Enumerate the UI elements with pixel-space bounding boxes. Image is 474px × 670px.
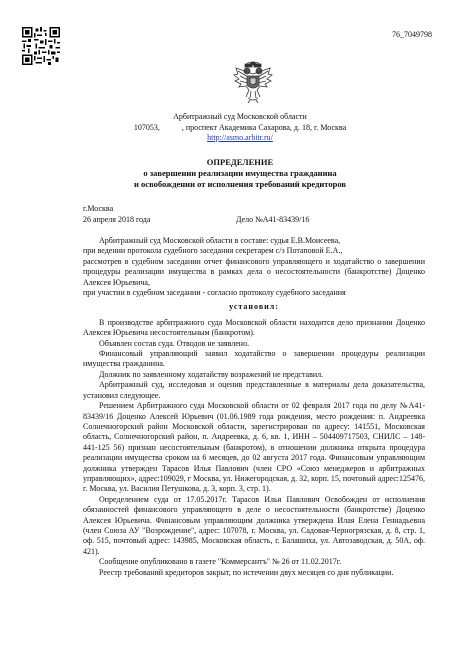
court-header	[110, 112, 370, 144]
date: 26 апреля 2018 года	[83, 214, 151, 224]
intro-line: Арбитражный суд Московской области в составе: судья Е.В.Моисеева,	[99, 236, 341, 245]
intro-line: при участии в судебном заседании - согласно протоколу судебного заседания	[83, 288, 346, 298]
paragraph: Реестр требований кредиторов закрыт, по истечении двух месяцев со дня публикации.	[99, 567, 394, 577]
document-id: 76_7049798	[392, 30, 432, 39]
case-number: Дело №А41-83439/16	[236, 214, 310, 224]
title-line-2: о завершении реализации имущества гражданина	[143, 168, 337, 178]
document-body	[83, 236, 425, 578]
paragraph: Решением Арбитражного суда Московской области от 02 февраля 2017 года по делу №А41-83439/16 Доценко Алексей Юрьевич (01.06.1989 года рождения, место рождения: п. Андреевка Солнечногорский район Московской области, зарегистрирован по адресу: 141551, Московская область, Солнечногорский район, п. Андреевка, д. 6, кв. 1, ИНН – 504409717503, СНИЛС – 148-441-125 56) признан несостоятельным (банкротом), в отношении должника открыта процедура реализации имущества сроком на 6 месяцев, до 02 августа 2017 года. Финансовым управляющим должника утвержден Тарасов Илья Павлович (член СРО «Союз менеджеров и арбитражных управляющих», адрес:109029, г Москва, ул. Нижегородская, д. 32, корп. 15, почтовый адрес:125476, г. Москва, ул. Василия Петушкова, д. 3, корп. 3, стр. 1).	[83, 401, 425, 494]
established-heading: установил:	[229, 302, 279, 312]
paragraph: Сообщение опубликовано в газете "Коммерсантъ" № 26 от 11.02.2017г.	[99, 557, 342, 567]
court-website-link[interactable]: http://asmo.arbitr.ru/	[207, 133, 273, 142]
intro-line: рассмотрев в судебном заседании отчет финансового управляющего и ходатайство о завершении процедуры реализации имущества в рамках дела о несостоятельности (банкротстве) Доценко Алексея Юрьевича,	[83, 256, 425, 287]
document-title	[110, 157, 370, 190]
paragraph: Объявлен состав суда. Отводов не заявлено.	[99, 338, 250, 348]
city: г.Москва	[83, 204, 114, 213]
coat-of-arms-icon	[232, 60, 274, 104]
title-line-1: ОПРЕДЕЛЕНИЕ	[206, 157, 274, 167]
paragraph: В производстве арбитражного суда Московской области находится дело признании Доценко Алексея Юрьевича несостоятельным (банкротом).	[83, 317, 425, 338]
paragraph: Определением суда от 17.05.2017г. Тарасов Илья Павлович Освобожден от исполнения обязанностей финансового управляющего в деле о несостоятельности (банкротстве) Доценко Алексея Юрьевича. Финансовым управляющим должника утверждена Илая Елена Геннадьевна (член Союза АУ "Возрождение", адрес: 107078, г. Москва, ул. Садовая-Черногрязская, д. 8, стр. 1, оф. 515, почтовый адрес: 143985, Московская область, г. Балашиха, ул. Автозаводская, д. 50А, оф. 421).	[83, 494, 425, 556]
qr-code-icon	[22, 27, 60, 65]
title-line-3: и освобождении от исполнения требований кредиторов	[134, 179, 346, 189]
court-address: 107053, , проспект Академика Сахарова, д. 18, г. Москва	[133, 122, 347, 132]
intro-line: при ведении протокола судебного заседания секретарем с/з Потаповой Е.А.,	[83, 246, 343, 256]
court-name: Арбитражный суд Московской области	[173, 112, 307, 121]
paragraph: Арбитражный суд, исследовав и оценив представленные в материалы дела доказательства, установил следующее.	[83, 380, 425, 400]
document-meta	[83, 204, 423, 225]
paragraph: Финансовый управляющий заявил ходатайство о завершении процедуры реализации имущества гражданина.	[83, 349, 425, 369]
paragraph: Должник по заявленному ходатайству возражений не представил.	[99, 369, 324, 379]
